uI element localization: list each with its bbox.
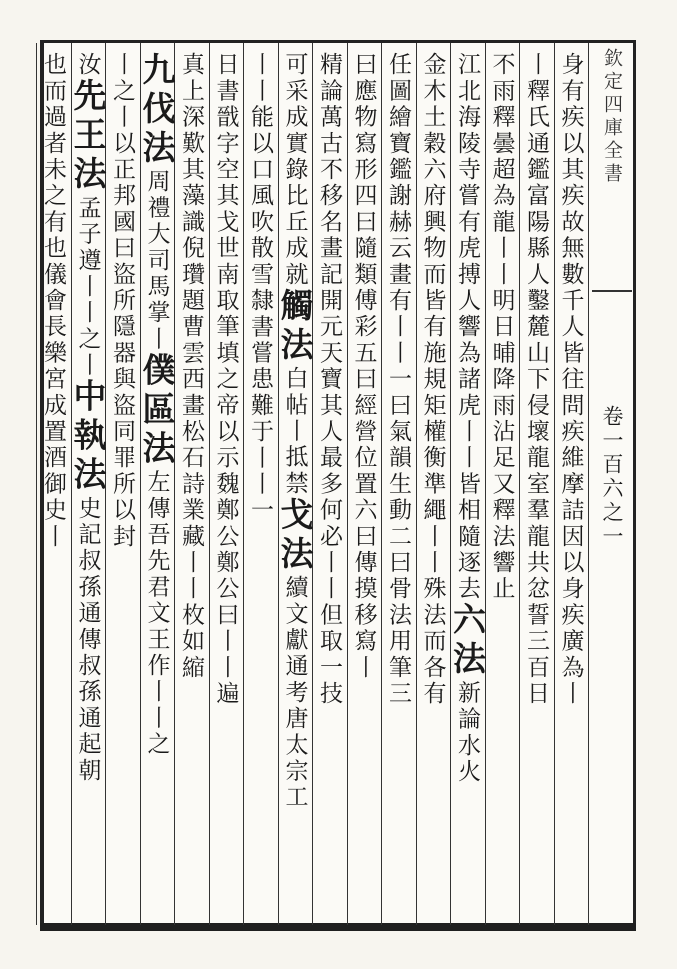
text-run: 新論水火	[454, 680, 480, 786]
text-run: 而過者未之有也	[40, 78, 66, 262]
text-run: 曰盜所隱器與盜同罪所以封	[109, 235, 135, 550]
text-run: 可采成實錄比丘成就	[281, 52, 308, 288]
entry-heading: 觸法	[275, 287, 315, 366]
text-run: 身有疾以其疾故無數千人皆往問疾維摩詰因以身疾廣為丨	[557, 52, 584, 707]
text-run: 真上深歎其藻識倪瓚題曹雲西畫松石詩業藏丨丨枚如縮	[178, 52, 204, 681]
text-run: 左傳吾先君文王作丨丨之	[143, 469, 170, 758]
text-run: 日書戩字空其戈世南取筆填之帝以示魏鄭公鄭公曰丨丨遍	[212, 52, 239, 707]
text-run: 孟子遵丨丨之丨	[74, 195, 101, 379]
text-run: 不雨釋曇超為龍丨丨明日晡降雨沾足又釋法響止	[488, 52, 515, 603]
entry-heading: 中執法	[68, 378, 108, 496]
entry-heading: 戈法	[275, 496, 315, 575]
text-run: 金木土穀六府興物而皆有施規矩權衡準繩丨丨殊法而各有	[419, 52, 446, 707]
text-run: 儀會長樂宮成置酒御史丨	[40, 261, 66, 550]
text-run: 丨釋氏通鑑富陽縣人鑿麓山下侵壞龍室羣龍共忿誓三百日	[523, 52, 549, 707]
text-run: 隸書嘗患難于丨丨一	[247, 287, 273, 524]
margin-juan-number: 卷一百六之一	[600, 405, 624, 549]
margin-fishtail-mark	[592, 290, 632, 292]
text-run: 白帖丨抵禁	[281, 365, 308, 497]
text-run: 史記叔孫通傳叔孫通起朝	[74, 495, 101, 784]
text-run: 汝	[74, 52, 101, 79]
text-run: 曰應物寫形四曰隨類傅彩五曰經營位置六曰傳摸移寫丨	[350, 52, 377, 681]
entry-heading: 九伐法	[137, 52, 177, 169]
entry-heading: 僕區法	[137, 352, 177, 470]
text-run: 精論萬古不移名畫記開元天寶其人最多何必丨丨但取一技	[316, 52, 342, 707]
entry-heading: 先王法	[68, 78, 108, 196]
bottom-rule	[40, 923, 636, 931]
text-run: 丨之丨以正邦國	[109, 52, 135, 236]
text-run: 續文獻通考唐太宗工	[281, 574, 308, 811]
text-run: 周禮大司馬掌丨	[143, 169, 170, 353]
text-column	[31, 52, 75, 912]
column-rule	[588, 43, 589, 925]
entry-heading: 六法	[448, 602, 487, 681]
margin-book-title: 欽定四庫全書	[601, 48, 623, 186]
text-run: 丨丨能以口風吹散雪	[247, 52, 273, 288]
text-run: 任圖繪寶鑑謝赫云畫有丨丨一曰氣韻生動二曰骨法用筆三	[385, 52, 411, 707]
text-run: 也	[40, 52, 66, 79]
text-run: 江北海陵寺嘗有虎搏人響為諸虎丨丨皆相隨逐去	[454, 52, 480, 603]
